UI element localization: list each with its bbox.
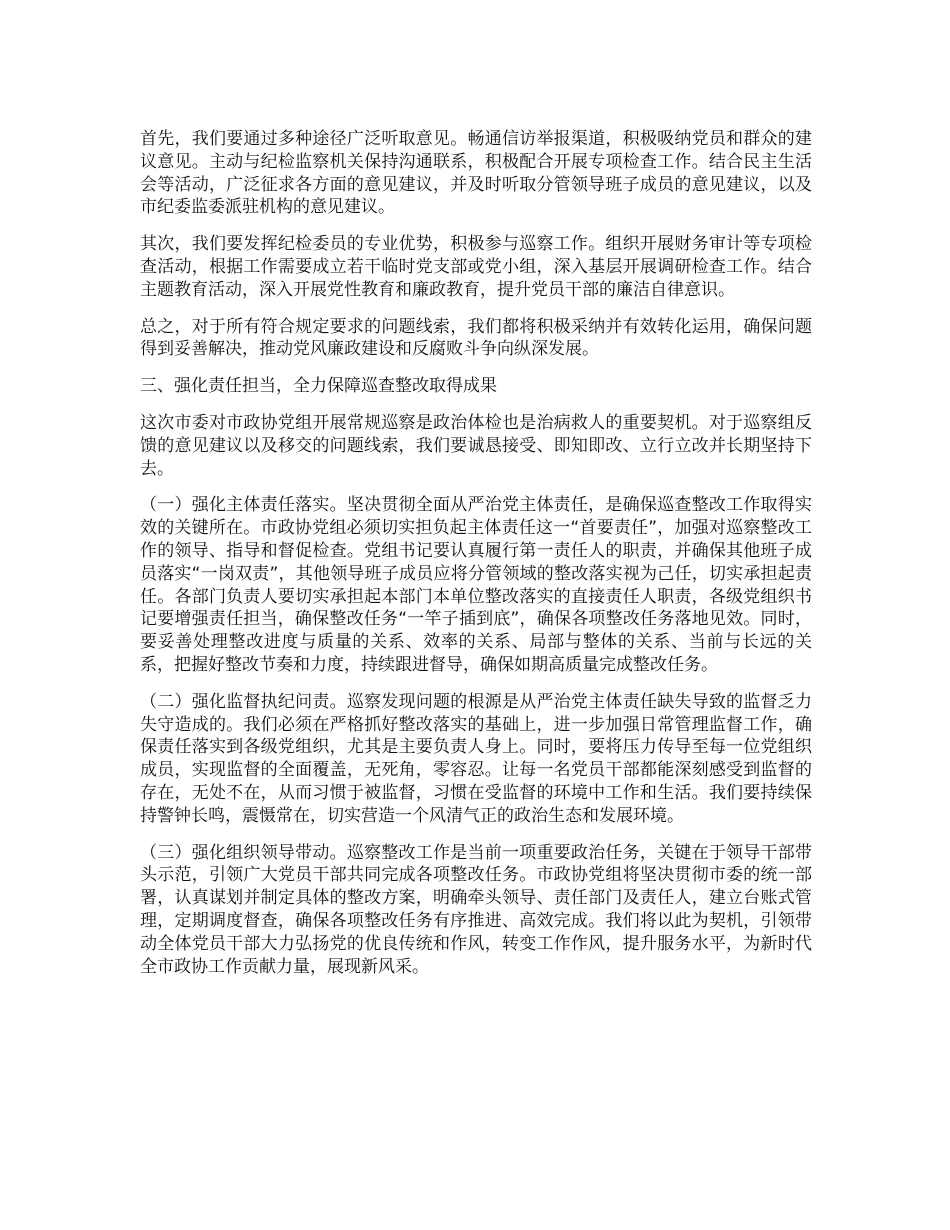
- section-heading-3: 三、强化责任担当，全力保障巡查整改取得成果: [140, 376, 497, 397]
- document-body: [140, 128, 812, 992]
- paragraph-supervision: （二）强化监督执纪问责。巡察发现问题的根源是从严治党主体责任缺失导致的监督乏力失守造成的。我们必须在严格抓好整改落实的基础上，进一步加强日常管理监督工作，确保责任落实到各级党组织，尤其是主要负责人身上。同时，要将压力传导至每一位党组织成员，实现监督的全面覆盖，无死角，零容忍。让每一名党员干部都能深刻感受到监督的存在，无处不在，从而习惯于被监督，习惯在受监督的环境中工作和生活。我们要持续保持警钟长鸣，震慑常在，切实营造一个风清气正的政治生态和发展环境。: [140, 691, 812, 826]
- paragraph-inspection: 其次，我们要发挥纪检委员的专业优势，积极参与巡察工作。组织开展财务审计等专项检查活动，根据工作需要成立若干临时党支部或党小组，深入基层开展调研检查工作。结合主题教育活动，深入开展党性教育和廉政教育，提升党员干部的廉洁自律意识。: [140, 234, 812, 300]
- paragraph-intro: 这次市委对市政协党组开展常规巡察是政治体检也是治病救人的重要契机。对于巡察组反馈的意见建议以及移交的问题线索，我们要诚恳接受、即知即改、立行立改并长期坚持下去。: [140, 412, 812, 479]
- paragraph-subject-responsibility: （一）强化主体责任落实。坚决贯彻全面从严治党主体责任，是确保巡查整改工作取得实效的关键所在。市政协党组必须切实担负起主体责任这一“首要责任”，加强对巡察整改工作的领导、指导和督促检查。党组书记要认真履行第一责任人的职责，并确保其他班子成员落实“一岗双责”，其他领导班子成员应将分管领域的整改落实视为己任，切实承担起责任。各部门负责人要切实承担起本部门本单位整改落实的直接责任人职责，各级党组织书记要增强责任担当，确保整改任务“一竿子插到底”，确保各项整改任务落地见效。同时，要妥善处理整改进度与质量的关系、效率的关系、局部与整体的关系、当前与长远的关系，把握好整改节奏和力度，持续跟进督导，确保如期高质量完成整改任务。: [140, 495, 812, 675]
- paragraph-leadership: （三）强化组织领导带动。巡察整改工作是当前一项重要政治任务，关键在于领导干部带头示范，引领广大党员干部共同完成各项整改任务。市政协党组将坚决贯彻市委的统一部署，认真谋划并制定具体的整改方案，明确牵头领导、责任部门及责任人，建立台账式管理，定期调度督查，确保各项整改任务有序推进、高效完成。我们将以此为契机，引领带动全体党员干部大力弘扬党的优良传统和作风，转变工作作风，提升服务水平，为新时代全市政协工作贡献力量，展现新风采。: [140, 842, 812, 977]
- paragraph-summary: 总之，对于所有符合规定要求的问题线索，我们都将积极采纳并有效转化运用，确保问题得到妥善解决，推动党风廉政建设和反腐败斗争向纵深发展。: [140, 316, 812, 360]
- paragraph-opinions: 首先，我们要通过多种途径广泛听取意见。畅通信访举报渠道，积极吸纳党员和群众的建议意见。主动与纪检监察机关保持沟通联系，积极配合开展专项检查工作。结合民主生活会等活动，广泛征求各方面的意见建议，并及时听取分管领导班子成员的意见建议，以及市纪委监委派驻机构的意见建议。: [140, 129, 812, 218]
